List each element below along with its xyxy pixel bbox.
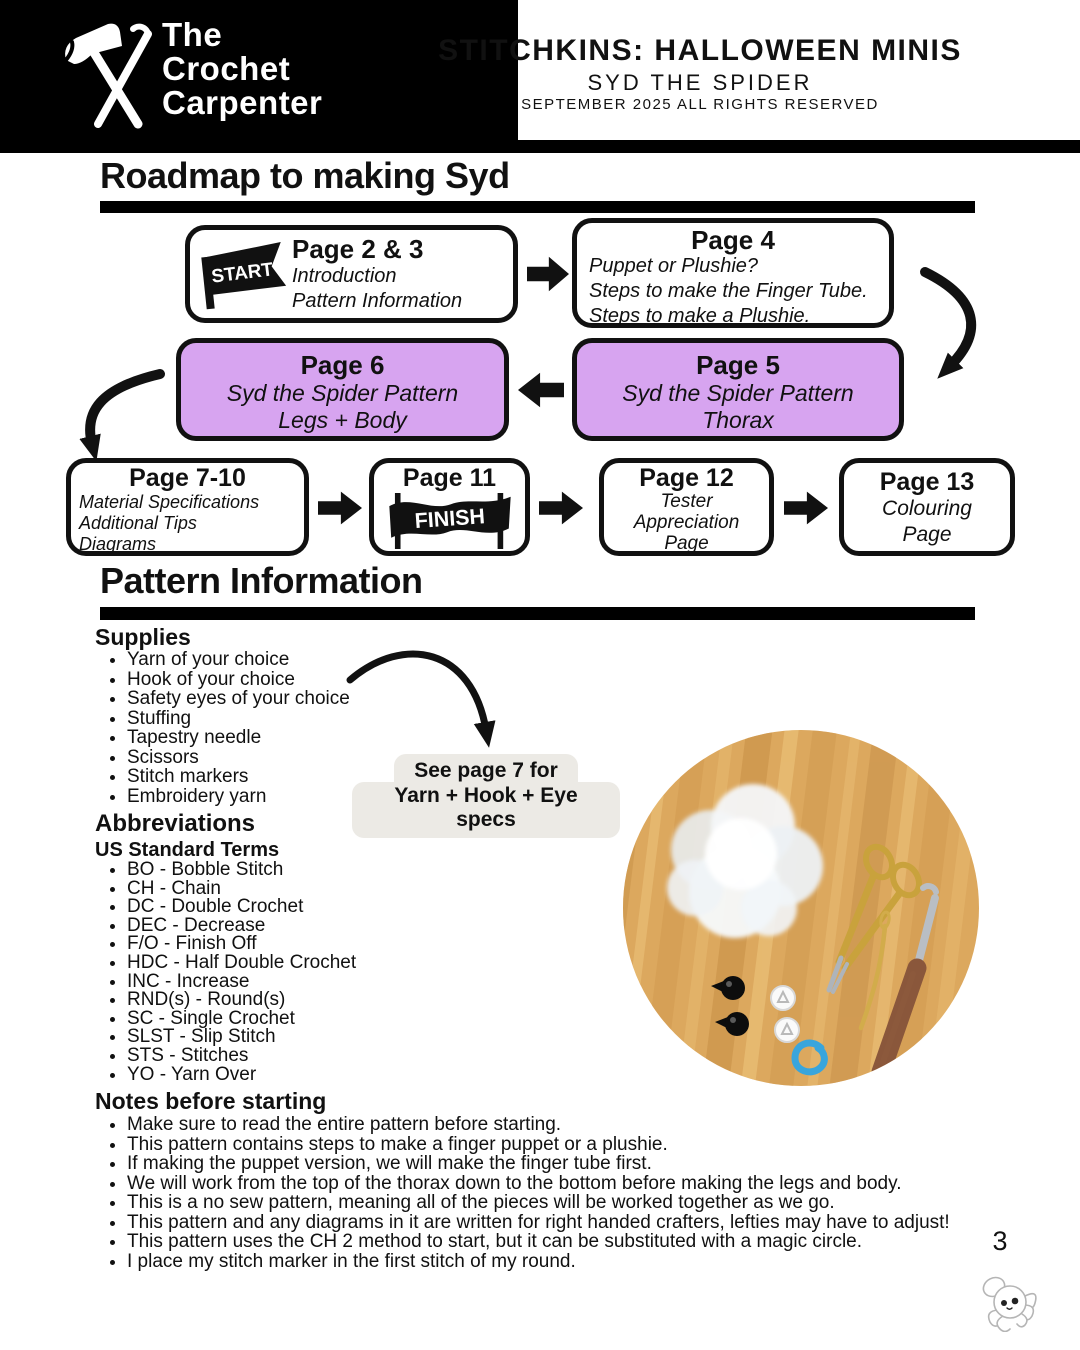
logo-line-2: Crochet: [162, 50, 291, 87]
curve-arrow-down-right-icon: [925, 272, 971, 366]
roadmap-box-title: Page 2 & 3: [292, 234, 424, 264]
supplies-list-item: • Tapestry needle: [127, 728, 457, 748]
abbreviation-item: • INC - Increase: [127, 973, 527, 992]
roadmap-box-page-6: [176, 338, 509, 441]
roadmap-box-line: Puppet or Plushie?: [589, 255, 759, 277]
roadmap-box-line: Diagrams: [79, 534, 157, 554]
copyright-line: SEPTEMBER 2025 ALL RIGHTS RESERVED: [521, 96, 879, 113]
roadmap-box-line: Page: [664, 533, 709, 554]
roadmap-box-line: Syd the Spider Pattern: [226, 380, 459, 406]
abbreviation-item: • CH - Chain: [127, 880, 527, 899]
section-divider-bar: [100, 201, 975, 213]
spider-icon: [972, 1270, 1042, 1332]
note-item: • This pattern uses the CH 2 method to start, but it can be substituted with a magic circle.: [127, 1232, 1057, 1252]
roadmap-box-line: Steps to make the Finger Tube.: [589, 280, 868, 302]
roadmap-box-title: Page 7-10: [129, 464, 246, 492]
roadmap-box-title: Page 6: [300, 350, 385, 380]
abbreviation-item: • YO - Yarn Over: [127, 1066, 527, 1085]
abbreviation-item: • DEC - Decrease: [127, 917, 527, 936]
abbreviation-item: • BO - Bobble Stitch: [127, 861, 527, 880]
document-title: STITCHKINS: HALLOWEEN MINIS: [438, 34, 962, 67]
roadmap-box-line: Thorax: [702, 407, 774, 433]
logo-line-1: The: [162, 16, 223, 53]
flow-arrow-left-icon: [518, 372, 564, 408]
abbreviation-item: • HDC - Half Double Crochet: [127, 954, 527, 973]
flow-arrow-right-icon: [784, 491, 828, 525]
finish-banner-icon: [380, 491, 520, 551]
roadmap-box-pages-7-10: [66, 458, 309, 556]
supplies-heading: Supplies: [95, 624, 191, 650]
document-subtitle: SYD THE SPIDER: [587, 70, 813, 95]
page-number: 3: [992, 1226, 1008, 1256]
note-item: • If making the puppet version, we will make the finger tube first.: [127, 1154, 1057, 1174]
abbreviation-item: • SC - Single Crochet: [127, 1010, 527, 1029]
supplies-list-item: • Safety eyes of your choice: [127, 689, 457, 709]
note-item: • We will work from the top of the thorax down to the bottom before making the legs and body.: [127, 1174, 1057, 1194]
hammer-crochet-hook-icon: [52, 12, 162, 130]
pattern-info-heading: Pattern Information: [100, 560, 423, 601]
roadmap-box-pages-2-3: [185, 225, 518, 323]
see-page-7-badge: [352, 754, 620, 838]
curve-arrow-down-left-icon: [90, 374, 160, 444]
flow-arrow-right-icon: [318, 491, 362, 525]
svg-text:FINISH: FINISH: [413, 504, 486, 534]
roadmap-box-line: Material Specifications: [79, 492, 260, 512]
abbreviations-heading: Abbreviations: [95, 810, 256, 837]
roadmap-box-page-12: [599, 458, 774, 556]
note-item: • This pattern contains steps to make a finger puppet or a plushie.: [127, 1135, 1057, 1155]
abbreviation-item: • STS - Stitches: [127, 1047, 527, 1066]
supplies-photo: [623, 730, 979, 1086]
roadmap-box-line: Steps to make a Plushie.: [589, 305, 811, 327]
roadmap-box-title: Page 12: [639, 464, 734, 492]
roadmap-box-line: Tester: [660, 491, 713, 512]
flow-arrow-right-icon: [539, 491, 583, 525]
note-item: • Make sure to read the entire pattern before starting.: [127, 1115, 1057, 1135]
supplies-list-item: • Stitch markers: [127, 767, 457, 787]
header-titles: [320, 0, 1080, 140]
start-flag-icon: [192, 233, 292, 315]
supplies-list-item: • Embroidery yarn: [127, 787, 457, 807]
supplies-list-item: • Stuffing: [127, 709, 457, 729]
roadmap-box-line: Additional Tips: [79, 513, 197, 533]
roadmap-box-line: Syd the Spider Pattern: [622, 380, 854, 406]
logo-line-3: Carpenter: [162, 84, 323, 121]
roadmap-box-line: Page: [902, 523, 952, 546]
roadmap-box-title: Page 13: [879, 468, 975, 496]
abbreviation-item: • DC - Double Crochet: [127, 898, 527, 917]
badge-line-2: Yarn + Hook + Eye specs: [352, 782, 620, 838]
roadmap-box-page-4: [572, 218, 894, 328]
note-item: • I place my stitch marker in the first stitch of my round.: [127, 1252, 1057, 1272]
section-divider-bar: [100, 607, 975, 620]
roadmap-box-line: Pattern Information: [292, 290, 463, 312]
abbreviation-item: • RND(s) - Round(s): [127, 991, 527, 1010]
roadmap-box-page-11: [369, 458, 530, 556]
roadmap-box-title: Page 5: [696, 350, 780, 380]
supplies-list-item: • Yarn of your choice: [127, 650, 457, 670]
note-item: • This is a no sew pattern, meaning all of the pieces will be worked together as we go.: [127, 1193, 1057, 1213]
abbreviations-list: [95, 861, 527, 1084]
roadmap-box-page-13: [839, 458, 1015, 556]
roadmap-box-line: Appreciation: [633, 512, 740, 533]
abbreviation-item: • SLST - Slip Stitch: [127, 1028, 527, 1047]
notes-heading: Notes before starting: [95, 1088, 327, 1114]
roadmap-box-page-5: [572, 338, 904, 441]
roadmap-box-title: Page 4: [691, 225, 775, 255]
roadmap-box-line: Legs + Body: [278, 407, 407, 433]
abbreviation-item: • F/O - Finish Off: [127, 935, 527, 954]
roadmap-box-line: Colouring: [882, 497, 972, 520]
logo-text: [162, 18, 322, 120]
roadmap-box-line: Introduction: [292, 265, 397, 287]
svg-text:START: START: [210, 259, 275, 288]
supplies-list-item: • Scissors: [127, 748, 457, 768]
header-divider-bar: [0, 140, 1080, 153]
badge-line-1: See page 7 for: [394, 754, 578, 783]
roadmap-heading: Roadmap to making Syd: [100, 155, 510, 196]
supplies-list-item: • Hook of your choice: [127, 670, 457, 690]
flow-arrow-right-icon: [527, 256, 569, 292]
notes-list: [95, 1115, 1057, 1271]
us-standard-terms-heading: US Standard Terms: [95, 839, 280, 861]
roadmap-box-title: Page 11: [402, 464, 497, 492]
note-item: • This pattern and any diagrams in it are written for right handed crafters, lefties may have to adjust!: [127, 1213, 1057, 1233]
